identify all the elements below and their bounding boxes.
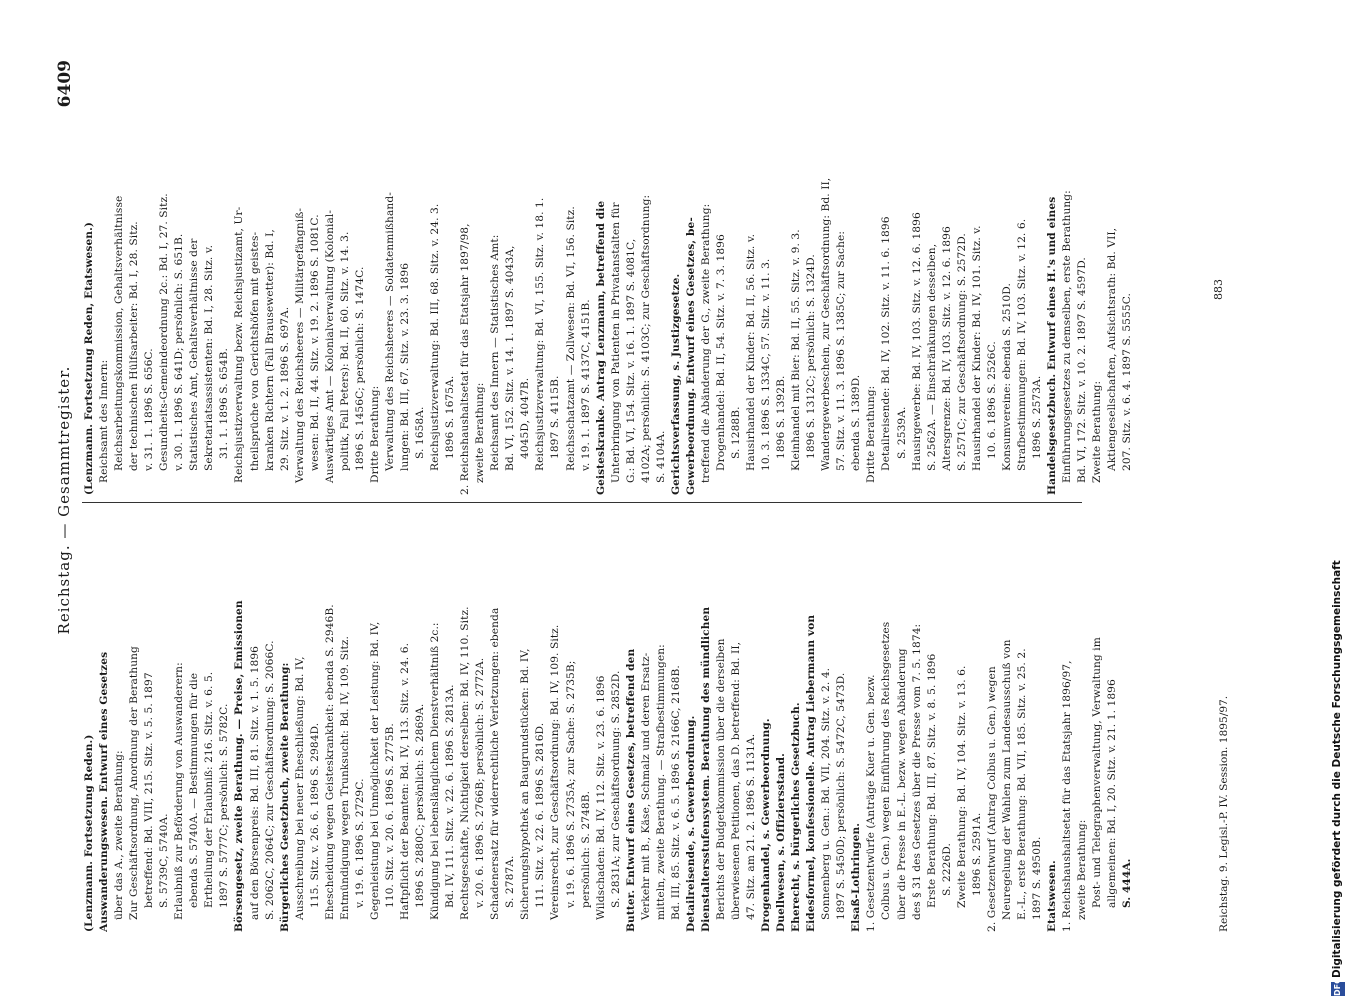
register-line: S. 5739C, 5740A. (158, 813, 171, 908)
register-line: G.: Bd. VI, 154. Sitz. v. 16. 1. 1897 S. 4081C, (624, 238, 637, 483)
register-line: Zweite Berathung: Bd. IV, 104. Sitz. v. 13. 6. (955, 665, 968, 908)
register-line: Gesundheits-Gemeindeordnung 2c.: Bd. I, 27. Sitz. (158, 193, 171, 471)
register-line: wesen: Bd. II, 44. Sitz. v. 19. 2. 1896 S. 1081C. (308, 214, 321, 471)
register-line: Dritte Berathung: (865, 385, 878, 483)
register-line: Ehescheidung wegen Geisteskrankheit: ebenda S. 2946B. (323, 604, 336, 920)
register-line: Einführungsgesetzes zu demselben, erste Berathung: (1061, 190, 1074, 483)
register-line: allgemeinen: Bd. I, 20. Sitz. v. 21. 1. 1896 (1106, 679, 1119, 908)
register-line: theilsprüche von Gerichtshöfen mit geistes- (248, 231, 261, 471)
register-line: überwiesenen Petitionen, das D. betreffend: Bd. II, (730, 641, 743, 920)
register-line: Geisteskranke. Antrag Lenzmann, betreffend die (594, 200, 607, 495)
register-line: ebenda S. 1389D. (850, 374, 863, 471)
register-line: Verwaltung des Reichsheeres — Militärgefängniß- (293, 207, 306, 483)
register-line: v. 20. 6. 1896 S. 2766B; persönlich: S. 2772A. (474, 657, 487, 908)
register-line: v. 19. 6. 1896 S. 2729C. (353, 778, 366, 908)
register-line: treffend die Abänderung der G., zweite Berathung: (699, 203, 712, 483)
register-line: Colbus u. Gen.) wegen Einführung des Reichsgesetzes (880, 621, 893, 920)
register-line: Drogenhandel: Bd. II, 54. Sitz. v. 7. 3. 1896 (714, 234, 727, 471)
register-line: Altersgrenze: Bd. IV, 103. Sitz. v. 12. 6. 1896 (940, 226, 953, 471)
register-line: 1. Gesetzentwürfe (Anträge Kuer u. Gen. bezw. (865, 674, 878, 932)
left-column (82, 506, 1135, 932)
register-line: ebenda S. 5740A. — Bestimmungen für die (188, 672, 201, 908)
register-line: Bürgerliches Gesetzbuch, zweite Berathung: (278, 662, 291, 932)
register-line: des § 31 des Gesetzes über die Presse vom 7. 5. 1874: (910, 623, 923, 920)
register-line: 1896 S. 1675A. (444, 375, 457, 459)
register-line: Post- und Telegraphenverwaltung, Verwaltung im (1091, 637, 1104, 908)
register-line: Konsumvereine: ebenda S. 2510D. (1000, 283, 1013, 471)
register-line: S. 2787A. (504, 855, 517, 908)
register-line: (Lenzmann. Fortsetzung Reden.) (83, 734, 95, 932)
register-line: Bd. VI, 152. Sitz. v. 14. 1. 1897 S. 4043A, (504, 245, 517, 471)
register-line: 1896 S. 1456C; persönlich: S. 1474C. (353, 266, 366, 471)
register-line: Gerichtsverfassung, s. Justizgesetze. (669, 273, 682, 495)
register-line: Eidesformel, konfessionelle. Antrag Liebermann von (805, 614, 818, 932)
register-line: 111. Sitz. v. 22. 6. 1896 S. 2816D. (534, 722, 547, 908)
register-line: Gegenleistung bei Unmöglichkeit der Leistung: Bd. IV, (368, 621, 381, 920)
register-line: kranken Richtern (Fall Brausewetter): Bd. I, (263, 229, 276, 471)
register-line: E.-L., erste Berathung: Bd. VII, 185. Sitz. v. 25. 2. (1015, 648, 1028, 920)
register-line: Zur Geschäftsordnung, Anordnung der Berathung (128, 646, 141, 920)
register-line: Reichsarbeitungskommission, Gehaltsverhältnisse (113, 195, 126, 471)
register-line: S. 1658A. (414, 406, 427, 459)
register-line: Börsengesetz, zweite Berathung. — Preise, Emissionen (233, 600, 246, 932)
register-line: 4102A; persönlich: S. 4103C; zur Geschäftsordnung: (639, 194, 652, 483)
register-line: über das A., zweite Berathung: (113, 750, 126, 920)
register-line: Detailreisende, s. Gewerbeordnung. (684, 715, 697, 932)
register-line: lungen: Bd. III, 67. Sitz. v. 23. 3. 1896 (398, 262, 411, 471)
register-line: betreffend: Bd. VIII, 215. Sitz. v. 5. 5. 1897 (143, 672, 156, 908)
register-line: Etatswesen. (1046, 860, 1058, 932)
register-line: v. 19. 1. 1897 S. 4137C, 4151B. (579, 299, 592, 471)
register-line: 2. Reichshaushaltsetat für das Etatsjahr 1897/98, (459, 223, 472, 495)
register-line: S. 2539A. (895, 406, 908, 459)
register-line: Schadenersatz für widerrechtliche Verletzungen: ebenda (489, 607, 502, 920)
register-line: Erste Berathung: Bd. III, 87. Sitz. v. 8. 5. 1896 (925, 653, 938, 908)
register-line: Detailreisende: Bd. IV, 102. Sitz. v. 11. 6. 1896 (880, 216, 893, 471)
register-line: zweite Berathung: (1076, 819, 1089, 920)
register-line: Bd. IV, 111. Sitz. v. 22. 6. 1896 S. 2813A. (444, 684, 457, 908)
register-line: 115. Sitz. v. 26. 6. 1896 S. 2984D. (308, 722, 321, 908)
register-line: über die Presse in E.-L. bezw. wegen Abänderung (895, 648, 908, 920)
register-line: Haftpflicht der Beamten: Bd. IV, 113. Sitz. v. 24. 6. (398, 642, 411, 920)
register-line: Hausirhandel der Kinder: Bd. II, 56. Sitz. v. (745, 233, 758, 471)
register-line: mitteln, zweite Berathung. — Strafbestimmungen: (654, 644, 667, 920)
register-line: v. 19. 6. 1896 S. 2735A; zur Sache: S. 2735B; (564, 660, 577, 908)
register-line: 4045D, 4047B. (519, 377, 532, 459)
register-line: Duellwesen, s. Offiziersstand. (775, 753, 788, 932)
register-line: Elsaß-Lothringen. (850, 822, 863, 932)
register-line: 47. Sitz. am 21. 2. 1896 S. 1131A. (745, 733, 758, 920)
register-line: S. 2562A. — Einschränkungen desselben, (925, 243, 938, 471)
register-line: Kleinhandel mit Bier: Bd. II, 55. Sitz. v. 9. 3. (790, 229, 803, 471)
register-line: Verkehr mit B., Käse, Schmalz und deren Ersatz- (639, 652, 652, 920)
register-line: Zweite Berathung: (1091, 380, 1104, 483)
register-line: 1896 S. 1312C; persönlich: S. 1324D. (805, 254, 818, 459)
register-line: Unterbringung von Patienten in Privatanstalten für (609, 202, 622, 483)
register-line: Auswanderungswesen. Entwurf eines Gesetzes (98, 651, 111, 932)
register-line: 1897 S. 5450D; persönlich: S. 5472C, 5473D. (835, 672, 848, 920)
register-line: Dritte Berathung: (368, 385, 381, 483)
register-line: 31. 1. 1896 S. 654B. (218, 347, 231, 459)
register-line: Eherecht, s. bürgerliches Gesetzbuch. (790, 702, 803, 932)
register-line: Reichsjustizverwaltung bezw. Reichsjustizamt, Ur- (233, 206, 246, 483)
register-line: Dienstaltersstufensystem. Berathung des mündlichen (699, 606, 712, 932)
register-line: 1. Reichshaushaltsetat für das Etatsjahr 1896/97, (1061, 660, 1074, 932)
register-line: Sekretariatsassistenten: Bd. I, 28. Sitz. v. (203, 244, 216, 471)
register-line: 10. 6. 1896 S. 2526C. (985, 341, 998, 459)
page-number: 6409 (55, 60, 75, 108)
register-line: Berichts der Budgetkommission über die derselben (714, 638, 727, 920)
register-line: Neuregelung der Wahlen zum Landesausschuß von (1000, 639, 1013, 920)
right-column (82, 69, 1135, 495)
running-title: Reichstag. — Gesammtregister. (55, 365, 73, 635)
register-line: Verwaltung des Reichsheeres — Soldatenmißhand- (383, 192, 396, 471)
register-line: Reichsschatzamt — Zollwesen: Bd. VI, 156. Sitz. (564, 206, 577, 471)
digitization-credit (1329, 0, 1349, 1000)
register-line: S. 1288B. (730, 406, 743, 459)
register-line: 1896 S. 1392B. (775, 375, 788, 459)
register-line: 57. Sitz. v. 11. 3. 1896 S. 1385C; zur Sache: (835, 230, 848, 471)
register-line: politik, Fall Peters): Bd. II, 60. Sitz. v. 14. 3. (338, 231, 351, 471)
register-line: Statistisches Amt, Gehaltsverhältnisse der (188, 238, 201, 471)
register-line: 10. 3. 1896 S. 1334C, 57. Sitz. v. 11. 3. (760, 258, 773, 471)
register-line: 207. Sitz. v. 6. 4. 1897 S. 5555C. (1121, 293, 1134, 471)
register-line: v. 30. 1. 1896 S. 641D; persönlich: S. 651B. (173, 233, 186, 471)
register-line: Reichsamt des Innern — Statistisches Amt: (489, 234, 502, 471)
register-line: Aktiengesellschaften, Aufsichtsrath: Bd. VII, (1106, 227, 1119, 471)
register-line: S. 4104A. (654, 430, 667, 483)
register-line: S. 2226D. (940, 843, 953, 896)
running-header (55, 60, 77, 940)
register-line: Rechtsgeschäfte, Nichtigkeit derselben: Bd. IV, 110. Sitz. (459, 606, 472, 920)
register-line: Bd. III, 85. Sitz. v. 6. 5. 1896 S. 2166C, 2168B. (669, 665, 682, 920)
register-line: Reichsamt des Innern: (98, 359, 111, 483)
register-line: Bd. VI, 172. Sitz. v. 10. 2. 1897 S. 4597D. (1076, 257, 1089, 483)
register-line: Hausirhandel der Kinder: Bd. IV, 101. Sitz. v. (970, 225, 983, 471)
register-line: S. 2831A; zur Geschäftsordnung: S. 2852D. (609, 670, 622, 908)
register-line: 1897 S. 4950B. (1030, 836, 1043, 920)
register-line: S. 444A. (1121, 858, 1134, 908)
register-line: Wildschaden: Bd. IV, 112. Sitz. v. 23. 6. 1896 (594, 675, 607, 920)
register-line: Vereinsrecht, zur Geschäftsordnung: Bd. IV, 109. Sitz. (549, 624, 562, 920)
register-line: 2. Gesetzentwurf (Antrag Colbus u. Gen.) wegen (985, 666, 998, 932)
register-line: Hausirgewerbe: Bd. IV, 103. Sitz. v. 12. 6. 1896 (910, 212, 923, 471)
register-line: Erlaubniß zur Beförderung von Auswanderern: (173, 662, 186, 920)
register-line: S. 2062C, 2064C; zur Geschäftsordnung: S. 2066C. (263, 640, 276, 920)
register-line: Reichsjustizverwaltung: Bd. VI, 155. Sitz. v. 18. 1. (534, 197, 547, 471)
register-line: auf den Börsenpreis: Bd. III, 81. Sitz. v. 1. 5. 1896 (248, 646, 261, 920)
register-line: Reichsjustizverwaltung: Bd. III, 68. Sitz. v. 24. 3. (429, 203, 442, 471)
register-line: 1896 S. 2591A. (970, 812, 983, 896)
register-line: v. 31. 1. 1896 S. 656C. (143, 348, 156, 471)
footer-session-line: Reichstag. 9. Legisl.-P. IV. Session. 1895/97. (1218, 695, 1230, 932)
register-line: der technischen Hülfsarbeiter: Bd. I, 28. Sitz. (128, 221, 141, 471)
register-line: Sonnenberg u. Gen.: Bd. VII, 204. Sitz. v. 2. 4. (820, 667, 833, 920)
register-line: Strafbestimmungen: Bd. IV, 103. Sitz. v. 12. 6. (1015, 218, 1028, 471)
register-line: Gewerbeordnung. Entwurf eines Gesetzes, be- (684, 217, 697, 495)
register-line: persönlich: S. 2748B. (579, 790, 592, 908)
register-line: Drogenhandel, s. Gewerbeordnung. (760, 718, 773, 932)
register-line: 1896 S. 2880C; persönlich: S. 2869A. (414, 703, 427, 908)
register-line: 110. Sitz. v. 20. 6. 1896 S. 2775B. (383, 723, 396, 908)
register-line: (Lenzmann. Fortsetzung Reden, Etatswesen.) (83, 222, 95, 495)
register-line: Entmündigung wegen Trunksucht: Bd. IV, 109. Sitz. (338, 636, 351, 920)
register-line: zweite Berathung: (474, 382, 487, 483)
register-line: Auswärtiges Amt — Kolonialverwaltung (Kolonial- (323, 209, 336, 483)
register-line: 1897 S. 4115B. (549, 375, 562, 459)
credit-text: Digitalisierung gefördert durch die Deutsche Forschungsgemeinschaft (1331, 560, 1343, 978)
register-line: Kündigung bei lebenslänglichem Dienstverhältniß 2c.: (429, 622, 442, 920)
register-line: S. 2571C; zur Geschäftsordnung: S. 2572D. (955, 233, 968, 471)
register-line: 1897 S. 5777C; persönlich: S. 5782C. (218, 703, 231, 908)
sheet-number: 883 (1212, 279, 1225, 300)
register-line: Sicherungshypothek an Baugrundstücken: Bd. IV, (519, 648, 532, 920)
register-line: 1896 S. 2573A. (1030, 375, 1043, 459)
register-line: Handelsgesetzbuch. Entwurf eines H.'s und eines (1046, 196, 1058, 495)
column-divider (82, 502, 1082, 503)
register-line: Ertheilung der Erlaubniß: 216. Sitz. v. 6. 5. (203, 671, 216, 908)
register-line: Ausschreibung bei neuer Eheschließung: Bd. IV, (293, 656, 306, 920)
register-line: 29. Sitz. v. 1. 2. 1896 S. 697A. (278, 306, 291, 471)
dfg-logo-icon: DFG (1331, 982, 1345, 996)
register-line: Wandergewerbeschein, zur Geschäftsordnung: Bd. II, (820, 177, 833, 471)
register-line: Butter. Entwurf eines Gesetzes, betreffend den (624, 648, 637, 932)
